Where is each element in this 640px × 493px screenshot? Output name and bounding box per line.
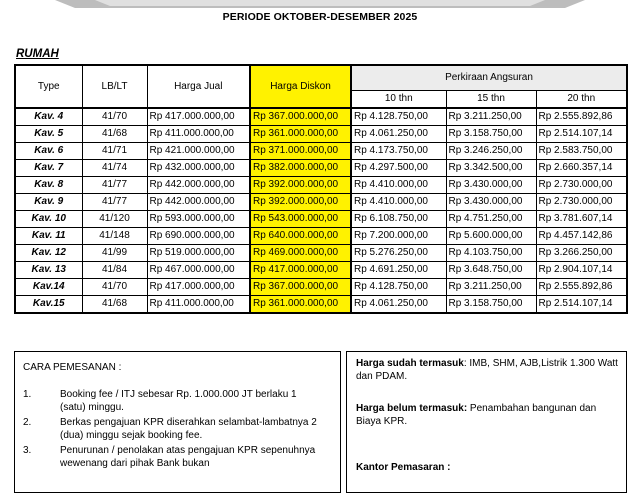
angsuran-15-cell: Rp 3.430.000,00 <box>446 177 536 194</box>
angsuran-15-cell: Rp 3.158.750,00 <box>446 126 536 143</box>
table-row <box>15 296 627 314</box>
angsuran-15-cell: Rp 3.158.750,00 <box>446 296 536 314</box>
angsuran-10-cell: Rp 7.200.000,00 <box>351 228 446 245</box>
harga-diskon-cell: Rp 392.000.000,00 <box>250 194 351 211</box>
harga-diskon-cell: Rp 367.000.000,00 <box>250 279 351 296</box>
lblt-cell: 41/68 <box>82 126 147 143</box>
angsuran-10-cell: Rp 4.410.000,00 <box>351 194 446 211</box>
step-number: 2. <box>23 417 32 428</box>
harga-diskon-cell: Rp 392.000.000,00 <box>250 177 351 194</box>
lblt-cell: 41/148 <box>82 228 147 245</box>
harga-termasuk-note <box>356 358 618 383</box>
type-cell: Kav. 6 <box>15 143 82 160</box>
harga-diskon-cell: Rp 469.000.000,00 <box>250 245 351 262</box>
kantor-pemasaran-label: Kantor Pemasaran : <box>356 462 451 473</box>
type-cell: Kav.15 <box>15 296 82 314</box>
col-lblt-header: LB/LT <box>82 65 147 108</box>
angsuran-20-cell: Rp 3.781.607,14 <box>536 211 627 228</box>
angsuran-10-cell: Rp 4.410.000,00 <box>351 177 446 194</box>
table-row <box>15 108 627 126</box>
angsuran-15-cell: Rp 3.648.750,00 <box>446 262 536 279</box>
table-row <box>15 228 627 245</box>
harga-diskon-cell: Rp 367.000.000,00 <box>250 108 351 126</box>
type-cell: Kav. 11 <box>15 228 82 245</box>
lblt-cell: 41/74 <box>82 160 147 177</box>
angsuran-15-cell: Rp 5.600.000,00 <box>446 228 536 245</box>
table-row <box>15 143 627 160</box>
lblt-cell: 41/77 <box>82 194 147 211</box>
step-number: 3. <box>23 445 32 456</box>
col-angsuran-header: Perkiraan Angsuran <box>351 65 627 91</box>
col-harga-jual-header: Harga Jual <box>147 65 250 108</box>
harga-jual-cell: Rp 411.000.000,00 <box>147 296 250 314</box>
harga-termasuk-text: : IMB, SHM, AJB,Listrik 1.300 Watt dan PDAM. <box>356 358 618 382</box>
angsuran-10-cell: Rp 4.061.250,00 <box>351 296 446 314</box>
angsuran-20-cell: Rp 2.660.357,14 <box>536 160 627 177</box>
angsuran-10-cell: Rp 4.691.250,00 <box>351 262 446 279</box>
angsuran-20-cell: Rp 2.730.000,00 <box>536 194 627 211</box>
cara-step <box>23 445 323 470</box>
angsuran-20-cell: Rp 4.457.142,86 <box>536 228 627 245</box>
harga-jual-cell: Rp 442.000.000,00 <box>147 194 250 211</box>
harga-diskon-cell: Rp 361.000.000,00 <box>250 296 351 314</box>
lblt-cell: 41/120 <box>82 211 147 228</box>
lblt-cell: 41/99 <box>82 245 147 262</box>
table-row <box>15 245 627 262</box>
angsuran-20-cell: Rp 2.730.000,00 <box>536 177 627 194</box>
harga-jual-cell: Rp 411.000.000,00 <box>147 126 250 143</box>
harga-diskon-cell: Rp 640.000.000,00 <box>250 228 351 245</box>
type-cell: Kav. 12 <box>15 245 82 262</box>
col-10thn-header: 10 thn <box>351 91 446 109</box>
step-text: Penurunan / penolakan atas pengajuan KPR sepenuhnya wewenang dari pihak Bank bukan <box>60 445 316 469</box>
type-cell: Kav. 13 <box>15 262 82 279</box>
angsuran-20-cell: Rp 2.555.892,86 <box>536 279 627 296</box>
harga-belum-text: Penambahan bangunan dan Biaya KPR. <box>356 403 597 427</box>
col-20thn-header: 20 thn <box>536 91 627 109</box>
col-15thn-header: 15 thn <box>446 91 536 109</box>
angsuran-20-cell: Rp 2.583.750,00 <box>536 143 627 160</box>
harga-jual-cell: Rp 442.000.000,00 <box>147 177 250 194</box>
harga-diskon-cell: Rp 543.000.000,00 <box>250 211 351 228</box>
angsuran-10-cell: Rp 6.108.750,00 <box>351 211 446 228</box>
angsuran-20-cell: Rp 3.266.250,00 <box>536 245 627 262</box>
angsuran-10-cell: Rp 4.128.750,00 <box>351 108 446 126</box>
harga-belum-termasuk-note <box>356 403 618 428</box>
cara-step <box>23 389 323 414</box>
angsuran-20-cell: Rp 2.904.107,14 <box>536 262 627 279</box>
harga-jual-cell: Rp 421.000.000,00 <box>147 143 250 160</box>
type-cell: Kav. 7 <box>15 160 82 177</box>
harga-jual-cell: Rp 690.000.000,00 <box>147 228 250 245</box>
type-cell: Kav. 10 <box>15 211 82 228</box>
lblt-cell: 41/70 <box>82 108 147 126</box>
type-cell: Kav. 5 <box>15 126 82 143</box>
harga-termasuk-label: Harga sudah termasuk <box>356 358 464 369</box>
lblt-cell: 41/84 <box>82 262 147 279</box>
angsuran-10-cell: Rp 4.297.500,00 <box>351 160 446 177</box>
angsuran-15-cell: Rp 3.430.000,00 <box>446 194 536 211</box>
angsuran-20-cell: Rp 2.514.107,14 <box>536 296 627 314</box>
table-row <box>15 262 627 279</box>
angsuran-10-cell: Rp 4.061.250,00 <box>351 126 446 143</box>
harga-jual-cell: Rp 417.000.000,00 <box>147 108 250 126</box>
step-number: 1. <box>23 389 32 400</box>
harga-jual-cell: Rp 593.000.000,00 <box>147 211 250 228</box>
table-row <box>15 177 627 194</box>
price-table <box>14 64 628 314</box>
type-cell: Kav. 4 <box>15 108 82 126</box>
angsuran-10-cell: Rp 5.276.250,00 <box>351 245 446 262</box>
lblt-cell: 41/70 <box>82 279 147 296</box>
harga-diskon-cell: Rp 371.000.000,00 <box>250 143 351 160</box>
cara-steps <box>23 389 323 473</box>
angsuran-15-cell: Rp 3.211.250,00 <box>446 108 536 126</box>
harga-jual-cell: Rp 417.000.000,00 <box>147 279 250 296</box>
type-cell: Kav. 8 <box>15 177 82 194</box>
lblt-cell: 41/77 <box>82 177 147 194</box>
period-title: PERIODE OKTOBER-DESEMBER 2025 <box>222 11 418 23</box>
type-cell: Kav.14 <box>15 279 82 296</box>
harga-jual-cell: Rp 432.000.000,00 <box>147 160 250 177</box>
step-text: Berkas pengajuan KPR diserahkan selambat-lambatnya 2 (dua) minggu sejak booking fee. <box>60 417 317 441</box>
angsuran-15-cell: Rp 4.103.750,00 <box>446 245 536 262</box>
angsuran-20-cell: Rp 2.514.107,14 <box>536 126 627 143</box>
angsuran-15-cell: Rp 3.246.250,00 <box>446 143 536 160</box>
table-row <box>15 211 627 228</box>
lblt-cell: 41/68 <box>82 296 147 314</box>
table-row <box>15 194 627 211</box>
angsuran-15-cell: Rp 3.342.500,00 <box>446 160 536 177</box>
step-text: Booking fee / ITJ sebesar Rp. 1.000.000 JT berlaku 1 (satu) minggu. <box>60 389 297 413</box>
angsuran-20-cell: Rp 2.555.892,86 <box>536 108 627 126</box>
harga-belum-label: Harga belum termasuk: <box>356 403 468 414</box>
angsuran-10-cell: Rp 4.173.750,00 <box>351 143 446 160</box>
table-row <box>15 279 627 296</box>
harga-jual-cell: Rp 467.000.000,00 <box>147 262 250 279</box>
angsuran-10-cell: Rp 4.128.750,00 <box>351 279 446 296</box>
col-harga-diskon-header: Harga Diskon <box>250 65 351 108</box>
section-title: RUMAH <box>16 48 59 60</box>
lblt-cell: 41/71 <box>82 143 147 160</box>
harga-jual-cell: Rp 519.000.000,00 <box>147 245 250 262</box>
table-row <box>15 160 627 177</box>
cara-pemesanan-title: CARA PEMESANAN : <box>23 362 122 373</box>
table-row <box>15 126 627 143</box>
cara-step <box>23 417 323 442</box>
angsuran-15-cell: Rp 3.211.250,00 <box>446 279 536 296</box>
harga-diskon-cell: Rp 382.000.000,00 <box>250 160 351 177</box>
harga-diskon-cell: Rp 417.000.000,00 <box>250 262 351 279</box>
harga-diskon-cell: Rp 361.000.000,00 <box>250 126 351 143</box>
col-type-header: Type <box>15 65 82 108</box>
kantor-pemasaran <box>356 462 618 475</box>
angsuran-15-cell: Rp 4.751.250,00 <box>446 211 536 228</box>
type-cell: Kav. 9 <box>15 194 82 211</box>
header-decoration <box>55 0 585 8</box>
